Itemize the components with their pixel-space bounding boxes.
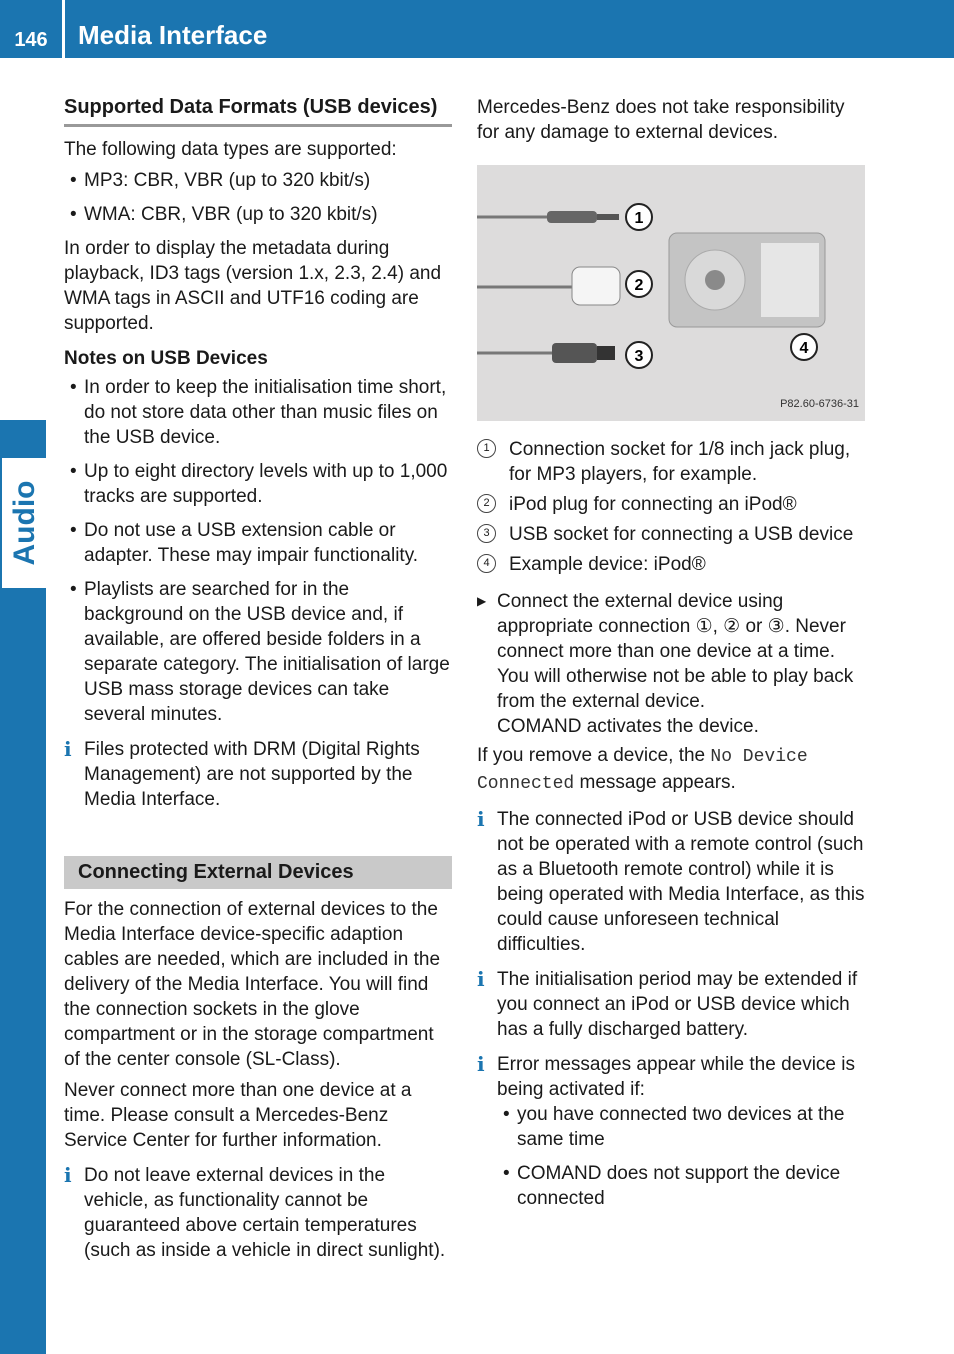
list-item: • you have connected two devices at the same time	[497, 1102, 867, 1152]
svg-text:3: 3	[634, 348, 644, 365]
list-item: • In order to keep the initialisation time short, do not store data other than music files on the USB device.	[64, 375, 452, 450]
list-item: • COMAND does not support the device connected	[497, 1161, 867, 1211]
step-result: COMAND activates the device.	[497, 716, 759, 737]
svg-text:2: 2	[634, 277, 644, 294]
list-item: • Playlists are searched for in the background on the USB device and, if available, are offered beside folders in a separate category. The initialisation of large USB mass storage devices can take several minutes.	[64, 577, 452, 727]
figure-code: P82.60-6736-31	[780, 398, 859, 410]
leave-note: i Do not leave external devices in the vehicle, as functionality cannot be guaranteed above certain temperatures (such as inside a vehicle in direct sunlight).	[64, 1163, 446, 1261]
connect-paragraph-1: For the connection of external devices to the Media Interface device-specific adaption cables are needed, which are included in the delivery of the Media Interface. You will find the connection sockets in the glove compartment or in the storage compartment of the center console (SL-Class).	[64, 899, 441, 1070]
svg-text:1: 1	[634, 210, 644, 227]
responsibility-text: Mercedes-Benz does not take responsibility for any damage to external devices.	[477, 97, 845, 143]
page-number: 146	[0, 0, 65, 58]
connect-paragraph-2: Never connect more than one device at a time. Please consult a Mercedes-Benz Service Center for further information.	[64, 1080, 412, 1151]
info-icon: i	[64, 1163, 72, 1187]
heading-notes: Notes on USB Devices	[64, 348, 268, 369]
connection-figure	[477, 165, 865, 421]
remote-note: i The connected iPod or USB device should not be operated with a remote control (such as a Bluetooth remote control) while it is being operated with Media Interface, as this could cause unforeseen technical difficulties.	[477, 807, 865, 955]
heading-connecting: Connecting External Devices	[64, 856, 452, 889]
svg-text:4: 4	[799, 340, 809, 357]
list-item: • WMA: CBR, VBR (up to 320 kbit/s)	[64, 202, 452, 227]
remove-device-text: If you remove a device, the No Device Connected message appears.	[477, 745, 808, 794]
errors-note: i Error messages appear while the device is being activated if: • you have connected two devices at the same time • COMAND does not support the device connected	[477, 1052, 867, 1211]
info-icon: i	[477, 1052, 485, 1076]
info-icon: i	[477, 807, 485, 831]
display-message: No Device Connected	[477, 747, 808, 794]
drm-note: i Files protected with DRM (Digital Rights Management) are not supported by the Media Interface.	[64, 737, 420, 810]
legend-item: 2 iPod plug for connecting an iPod®	[477, 492, 867, 517]
side-tab-label: Audio	[2, 458, 48, 588]
info-icon: i	[477, 967, 485, 991]
list-item: • Up to eight directory levels with up to 1,000 tracks are supported.	[64, 459, 452, 509]
info-icon: i	[64, 737, 72, 761]
list-item: • MP3: CBR, VBR (up to 320 kbit/s)	[64, 168, 452, 193]
right-column	[477, 95, 867, 1220]
legend-item: 4 Example device: iPod®	[477, 552, 867, 577]
legend-item: 3 USB socket for connecting a USB device	[477, 522, 867, 547]
errors-list	[497, 1102, 867, 1211]
instruction-step: ▶ Connect the external device using appropriate connection ①, ② or ③. Never connect more than one device at a time. You will otherwise not be able to play back from the external device. COMAND activates the device.	[477, 589, 867, 739]
formats-intro: The following data types are supported:	[64, 139, 397, 160]
metadata-text: In order to display the metadata during playback, ID3 tags (version 1.x, 2.3, 2.4) and WMA tags in ASCII and UTF16 coding are supported.	[64, 238, 442, 334]
formats-list	[64, 168, 452, 227]
notes-list	[64, 375, 452, 727]
legend-item: 1 Connection socket for 1/8 inch jack plug, for MP3 players, for example.	[477, 437, 867, 487]
left-column	[64, 95, 452, 1271]
section-title: Media Interface	[78, 20, 268, 50]
cables-illustration	[477, 165, 865, 421]
list-item: • Do not use a USB extension cable or adapter. These may impair functionality.	[64, 518, 452, 568]
header-bar	[0, 0, 954, 58]
heading-data-formats: Supported Data Formats (USB devices)	[64, 95, 452, 127]
battery-note: i The initialisation period may be extended if you connect an iPod or USB device which has a fully discharged battery.	[477, 967, 858, 1040]
